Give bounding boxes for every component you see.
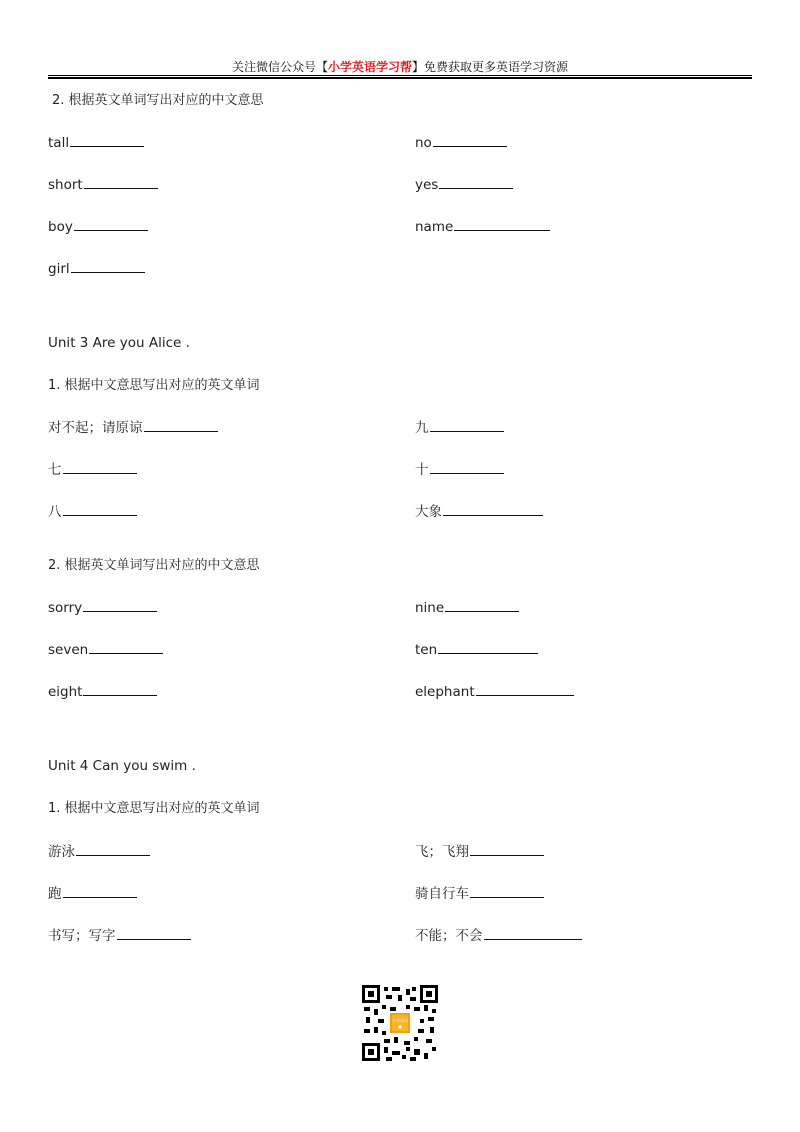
answer-blank[interactable] xyxy=(476,694,574,696)
header-rule-thick xyxy=(48,77,752,79)
word-item: elephant xyxy=(415,683,574,701)
answer-blank[interactable] xyxy=(430,430,504,432)
answer-blank[interactable] xyxy=(63,896,137,898)
header-brand: 小学英语学习帮 xyxy=(327,60,412,74)
answer-blank[interactable] xyxy=(438,652,538,654)
word-item: name xyxy=(415,218,550,236)
word-item: tall xyxy=(48,134,144,152)
answer-blank[interactable] xyxy=(63,472,137,474)
answer-blank[interactable] xyxy=(443,514,543,516)
header-suffix: 】免费获取更多英语学习资源 xyxy=(412,60,569,74)
word-item: seven xyxy=(48,641,163,659)
section-title: 2. 根据英文单词写出对应的中文意思 xyxy=(52,93,264,108)
page-header xyxy=(0,58,800,75)
word-item: girl xyxy=(48,260,145,278)
answer-blank[interactable] xyxy=(76,854,150,856)
svg-text:■: ■ xyxy=(398,1024,402,1029)
word-item: 书写；写字 xyxy=(48,927,191,945)
word-item: 不能；不会 xyxy=(415,927,582,945)
word-item: 十 xyxy=(415,461,504,479)
answer-blank[interactable] xyxy=(144,430,218,432)
unit-title: Unit 3 Are you Alice . xyxy=(48,335,190,351)
word-item: 飞；飞翔 xyxy=(415,843,544,861)
answer-blank[interactable] xyxy=(433,145,507,147)
header-rule xyxy=(48,75,752,76)
word-item: no xyxy=(415,134,507,152)
word-item: 跑 xyxy=(48,885,137,903)
word-item: short xyxy=(48,176,158,194)
word-item: boy xyxy=(48,218,148,236)
answer-blank[interactable] xyxy=(83,610,157,612)
word-item: ten xyxy=(415,641,538,659)
word-item: sorry xyxy=(48,599,157,617)
answer-blank[interactable] xyxy=(74,229,148,231)
answer-blank[interactable] xyxy=(63,514,137,516)
answer-blank[interactable] xyxy=(71,271,145,273)
answer-blank[interactable] xyxy=(439,187,513,189)
qr-code-icon xyxy=(362,985,438,1061)
word-item: 九 xyxy=(415,419,504,437)
answer-blank[interactable] xyxy=(470,854,544,856)
qr-logo-label: 小学英语 xyxy=(392,1018,408,1023)
word-item: 骑自行车 xyxy=(415,885,544,903)
section-title: 1. 根据中文意思写出对应的英文单词 xyxy=(48,378,260,393)
answer-blank[interactable] xyxy=(70,145,144,147)
word-item: eight xyxy=(48,683,157,701)
answer-blank[interactable] xyxy=(484,938,582,940)
word-item: yes xyxy=(415,176,513,194)
answer-blank[interactable] xyxy=(454,229,550,231)
section-title: 2. 根据英文单词写出对应的中文意思 xyxy=(48,558,260,573)
word-item: 对不起；请原谅 xyxy=(48,419,218,437)
answer-blank[interactable] xyxy=(117,938,191,940)
answer-blank[interactable] xyxy=(430,472,504,474)
header-prefix: 关注微信公众号【 xyxy=(231,60,328,74)
word-item: nine xyxy=(415,599,519,617)
word-item: 七 xyxy=(48,461,137,479)
answer-blank[interactable] xyxy=(89,652,163,654)
answer-blank[interactable] xyxy=(84,187,158,189)
word-item: 游泳 xyxy=(48,843,150,861)
section-title: 1. 根据中文意思写出对应的英文单词 xyxy=(48,801,260,816)
answer-blank[interactable] xyxy=(470,896,544,898)
word-item: 大象 xyxy=(415,503,543,521)
unit-title: Unit 4 Can you swim . xyxy=(48,758,196,774)
answer-blank[interactable] xyxy=(83,694,157,696)
answer-blank[interactable] xyxy=(445,610,519,612)
word-item: 八 xyxy=(48,503,137,521)
